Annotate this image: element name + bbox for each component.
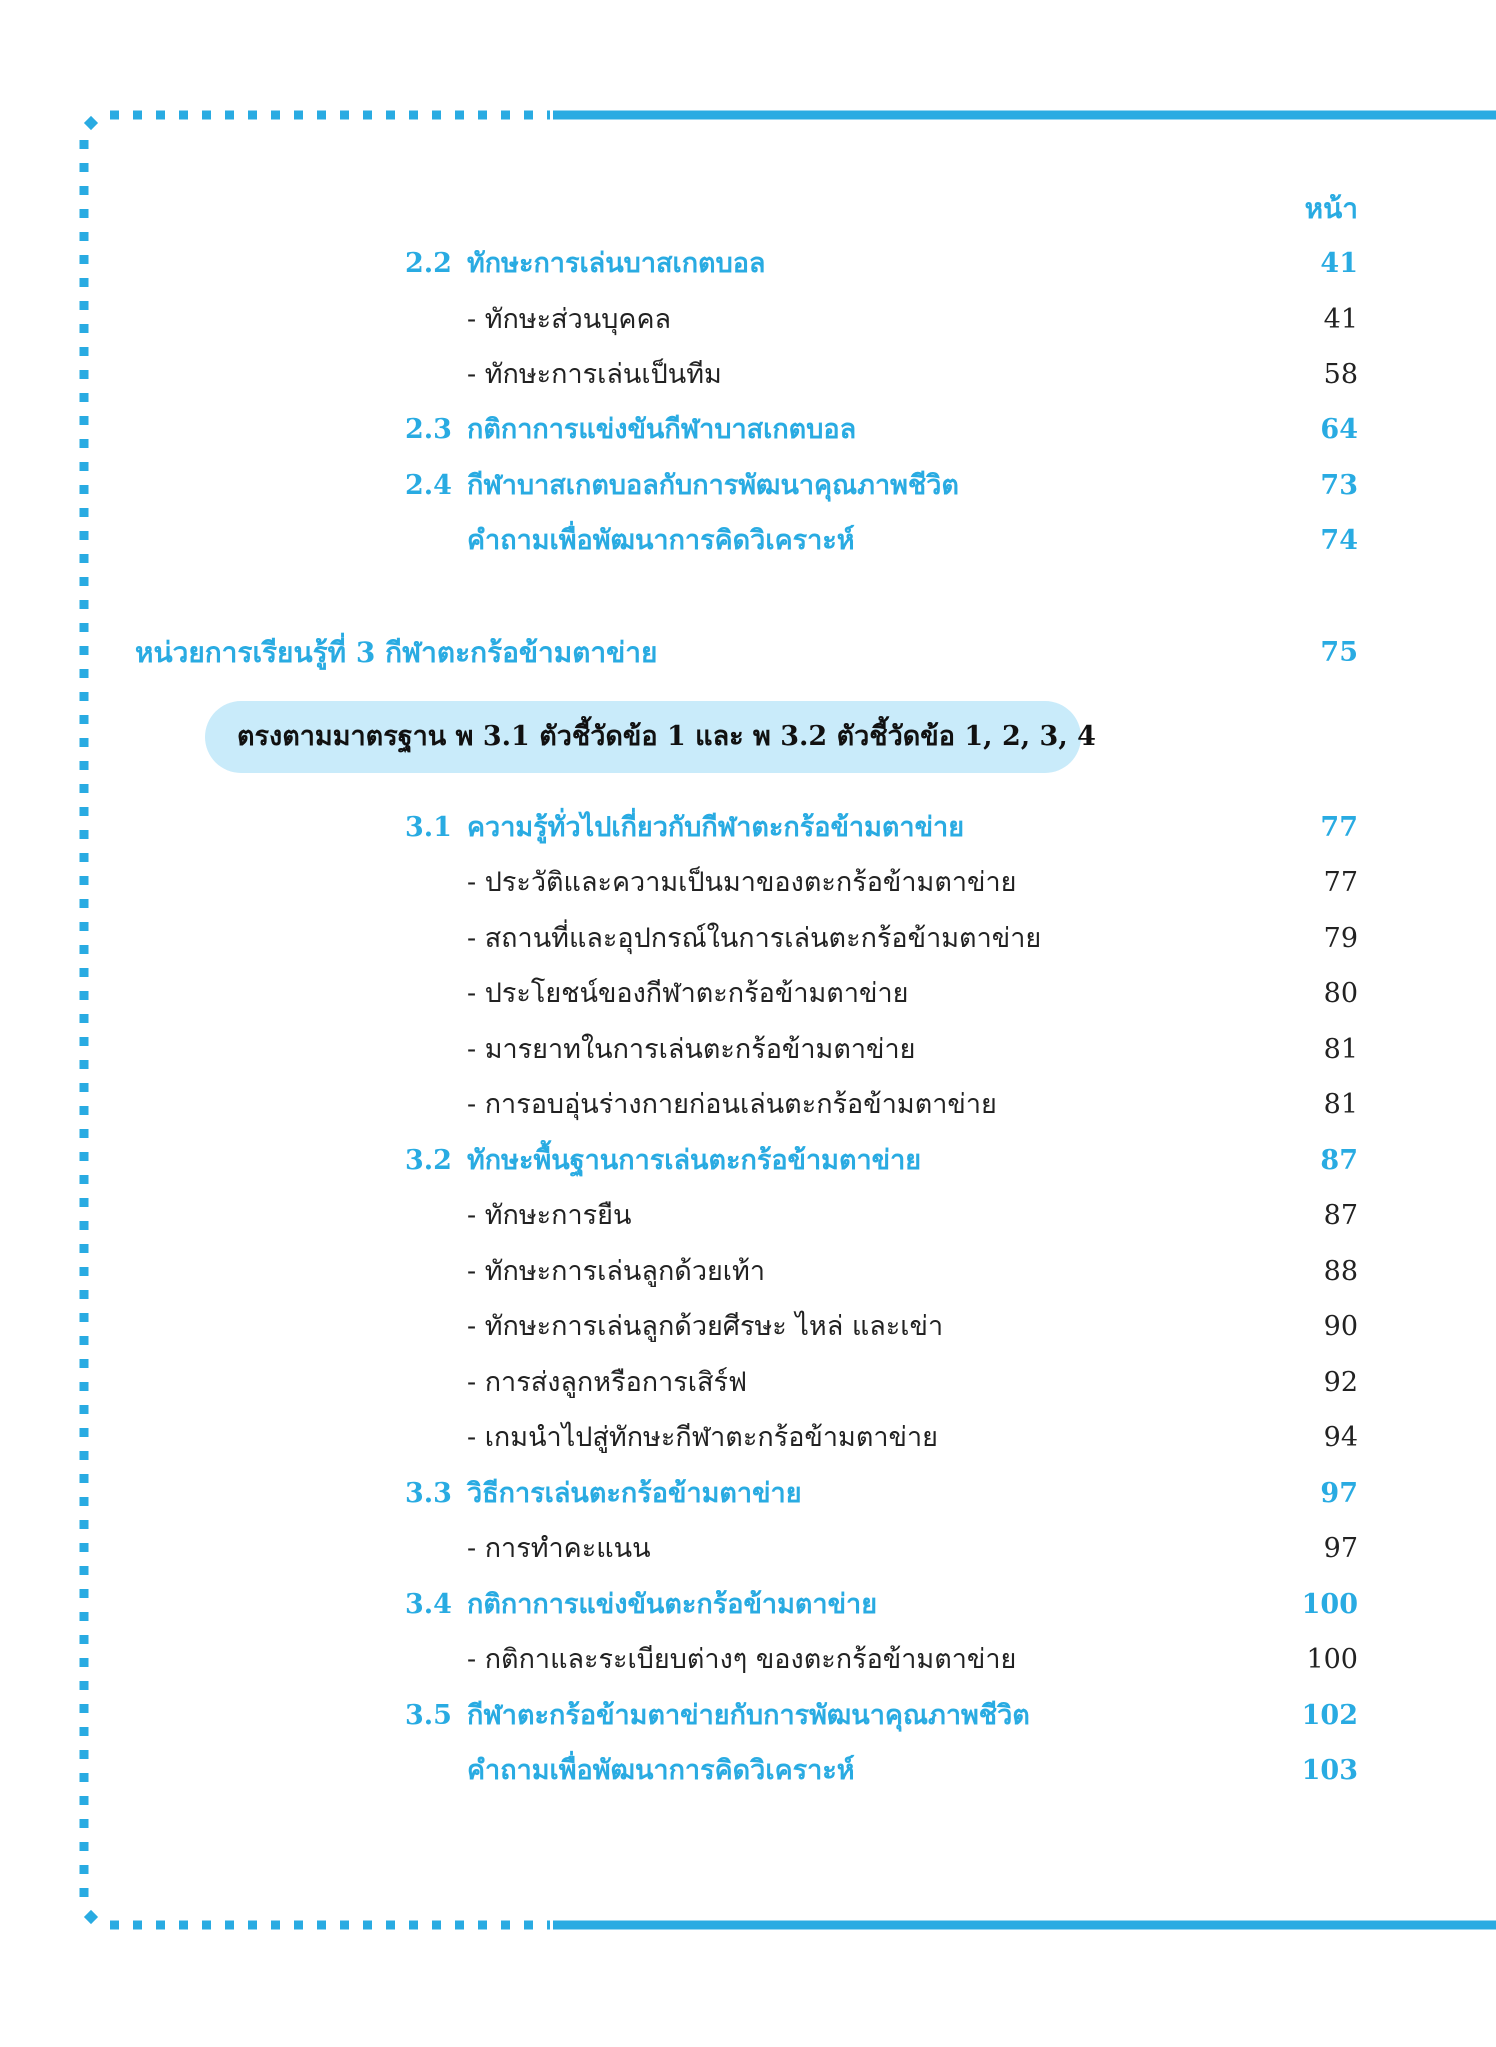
toc-subitem-row	[0, 1024, 1496, 1076]
unit-page-number: 75	[1320, 637, 1358, 668]
subitem-title: - มารยาทในการเล่นตะกร้อข้ามตาข่าย	[467, 1034, 916, 1065]
subitem-title: - ประโยชน์ของกีฬาตะกร้อข้ามตาข่าย	[467, 978, 909, 1009]
subitem-title: - ทักษะการเล่นลูกด้วยเท้า	[467, 1256, 765, 1287]
section-title: กติกาการแข่งขันตะกร้อข้ามตาข่าย	[467, 1589, 878, 1620]
toc-subitem-row	[0, 349, 1496, 401]
page-number: 81	[1323, 1034, 1358, 1065]
page-number: 92	[1323, 1367, 1358, 1398]
subitem-title: - การอบอุ่นร่างกายก่อนเล่นตะกร้อข้ามตาข่าย	[467, 1089, 997, 1120]
subitem-title: - ทักษะการยืน	[467, 1200, 632, 1231]
page-number: 94	[1323, 1422, 1358, 1453]
page-number: 90	[1323, 1311, 1358, 1342]
page-number: 87	[1320, 1145, 1358, 1176]
page-number: 103	[1301, 1755, 1358, 1786]
toc-subitem-row	[0, 968, 1496, 1020]
toc-section-row	[0, 1468, 1496, 1520]
page-number: 97	[1320, 1478, 1358, 1509]
page-number: 64	[1320, 414, 1358, 445]
page-number: 79	[1323, 923, 1358, 954]
toc-subitem-row	[0, 294, 1496, 346]
toc-section-row	[0, 460, 1496, 512]
toc-section-row	[0, 1579, 1496, 1631]
toc-subitem-row	[0, 1301, 1496, 1353]
section-title: วิธีการเล่นตะกร้อข้ามตาข่าย	[467, 1478, 802, 1509]
toc-subitem-row	[0, 913, 1496, 965]
page-number: 80	[1323, 978, 1358, 1009]
page-number: 100	[1306, 1644, 1358, 1675]
page-number: 100	[1301, 1589, 1358, 1620]
page-number: 87	[1323, 1200, 1358, 1231]
section-number: 3.5	[405, 1700, 452, 1731]
toc-subitem-row	[0, 857, 1496, 909]
questions-title: คำถามเพื่อพัฒนาการคิดวิเคราะห์	[467, 1755, 855, 1786]
subitem-title: - สถานที่และอุปกรณ์ในการเล่นตะกร้อข้ามตาข่าย	[467, 923, 1042, 954]
toc-subitem-row	[0, 1079, 1496, 1131]
page-number: 81	[1323, 1089, 1358, 1120]
page-number: 41	[1320, 248, 1358, 279]
section-number: 2.2	[405, 248, 452, 279]
unit-title: หน่วยการเรียนรู้ที่ 3 กีฬาตะกร้อข้ามตาข่าย	[135, 636, 658, 669]
section-number: 3.4	[405, 1589, 452, 1620]
section-number: 3.3	[405, 1478, 452, 1509]
subitem-title: - ทักษะส่วนบุคคล	[467, 304, 672, 335]
page-number: 58	[1323, 359, 1358, 390]
toc-section-row	[0, 802, 1496, 854]
subitem-title: - กติกาและระเบียบต่างๆ ของตะกร้อข้ามตาข่าย	[467, 1644, 1017, 1675]
section-number: 3.2	[405, 1145, 452, 1176]
unit-heading-row	[0, 627, 1496, 679]
page-column-label: หน้า	[1304, 192, 1358, 225]
section-title: ความรู้ทั่วไปเกี่ยวกับกีฬาตะกร้อข้ามตาข่าย	[467, 812, 965, 843]
toc-questions-row	[0, 515, 1496, 567]
toc-section-row	[0, 1690, 1496, 1742]
section-number: 3.1	[405, 812, 452, 843]
page-number: 77	[1320, 812, 1358, 843]
page-number: 88	[1323, 1256, 1358, 1287]
toc-subitem-row	[0, 1412, 1496, 1464]
section-number: 2.3	[405, 414, 452, 445]
subitem-title: - การทำคะแนน	[467, 1533, 651, 1564]
subitem-title: - ทักษะการเล่นลูกด้วยศีรษะ ไหล่ และเข่า	[467, 1311, 944, 1342]
toc-section-row	[0, 404, 1496, 456]
section-title: ทักษะพื้นฐานการเล่นตะกร้อข้ามตาข่าย	[467, 1145, 922, 1176]
subitem-title: - เกมนำไปสู่ทักษะกีฬาตะกร้อข้ามตาข่าย	[467, 1422, 938, 1453]
subitem-title: - การส่งลูกหรือการเสิร์ฟ	[467, 1367, 748, 1398]
toc-subitem-row	[0, 1190, 1496, 1242]
page-number: 73	[1320, 470, 1358, 501]
section-title: กีฬาตะกร้อข้ามตาข่ายกับการพัฒนาคุณภาพชีวิต	[467, 1700, 1030, 1731]
standards-badge	[205, 701, 1096, 773]
page-number: 77	[1323, 867, 1358, 898]
subitem-title: - ประวัติและความเป็นมาของตะกร้อข้ามตาข่าย	[467, 867, 1017, 898]
toc-section-row	[0, 238, 1496, 290]
toc-subitem-row	[0, 1246, 1496, 1298]
section-title: ทักษะการเล่นบาสเกตบอล	[467, 248, 766, 279]
toc-section-row	[0, 1135, 1496, 1187]
page-number: 41	[1323, 304, 1358, 335]
section-title: กติกาการแข่งขันกีฬาบาสเกตบอล	[467, 414, 857, 445]
questions-title: คำถามเพื่อพัฒนาการคิดวิเคราะห์	[467, 525, 855, 556]
page-number: 102	[1301, 1700, 1358, 1731]
page-number: 74	[1320, 525, 1358, 556]
toc-subitem-row	[0, 1634, 1496, 1686]
section-title: กีฬาบาสเกตบอลกับการพัฒนาคุณภาพชีวิต	[467, 470, 959, 501]
toc-questions-row	[0, 1745, 1496, 1797]
section-number: 2.4	[405, 470, 452, 501]
toc-subitem-row	[0, 1523, 1496, 1575]
subitem-title: - ทักษะการเล่นเป็นทีม	[467, 359, 722, 390]
standards-text: ตรงตามมาตรฐาน พ 3.1 ตัวชี้วัดข้อ 1 และ พ 3.2 ตัวชี้วัดข้อ 1, 2, 3, 4	[237, 721, 1096, 752]
page-number: 97	[1323, 1533, 1358, 1564]
toc-subitem-row	[0, 1357, 1496, 1409]
